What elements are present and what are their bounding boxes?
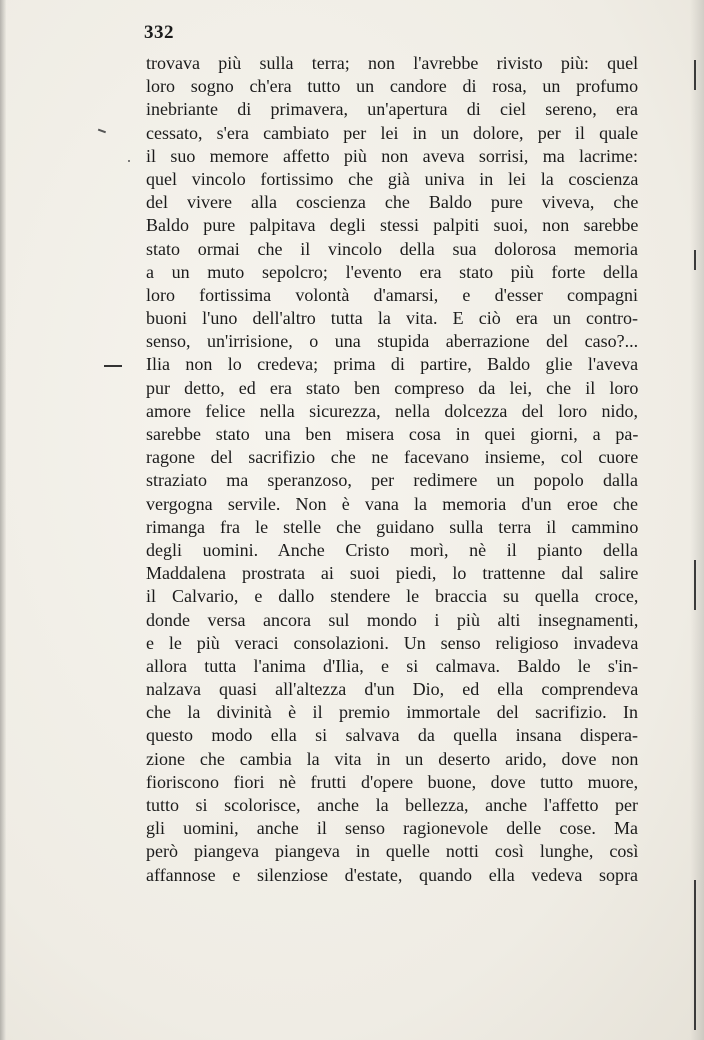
binding-mark: [694, 250, 696, 270]
text-line: zione che cambia la vita in un deserto arido, dove non: [146, 748, 639, 769]
text-line: il Calvario, e dallo stendere le braccia su quella croce,: [146, 586, 639, 607]
text-line: ragone del sacrifizio che ne facevano insieme, col cuore: [146, 447, 639, 468]
binding-mark: [694, 880, 696, 1030]
text-line: questo modo ella si salvava da quella insana dispera-: [146, 725, 638, 746]
text-line: loro sogno ch'era tutto un candore di rosa, un profumo: [146, 76, 639, 97]
text-line: loro fortissima volontà d'amarsi, e d'esser compagni: [146, 284, 638, 305]
text-line: stato ormai che il vincolo della sua dolorosa memoria: [146, 238, 638, 259]
text-line: il suo memore affetto più non aveva sorrisi, ma lacrime:: [146, 145, 638, 166]
text-line: degli uomini. Anche Cristo morì, nè il pianto della: [146, 539, 638, 560]
margin-mark: [98, 129, 106, 133]
binding-mark: [694, 560, 696, 610]
text-line: sarebbe stato una ben misera cosa in quei giorni, a pa-: [146, 424, 639, 444]
text-line: nalzava quasi all'altezza d'un Dio, ed ella comprendeva: [146, 679, 639, 700]
text-line: però piangeva piangeva in quelle notti così lunghe, così: [146, 841, 639, 862]
text-line: allora tutta l'anima d'Ilia, e si calmava. Baldo le s'in-: [146, 655, 639, 676]
text-line: senso, un'irrisione, o una stupida aberrazione del caso?...: [146, 331, 639, 352]
text-line: pur detto, ed era stato ben compreso da lei, che il loro: [146, 377, 639, 398]
text-line: tutto si scolorisce, anche la bellezza, anche l'affetto per: [146, 795, 638, 815]
text-line: inebriante di primavera, un'apertura di ciel sereno, era: [146, 99, 638, 120]
text-line: Maddalena prostrata ai suoi piedi, lo trattenne dal salire: [146, 563, 639, 584]
text-line: gli uomini, anche il senso ragionevole delle cose. Ma: [146, 818, 638, 839]
text-line: e le più veraci consolazioni. Un senso religioso invadeva: [146, 632, 639, 653]
binding-mark: [694, 60, 696, 90]
body-text: [146, 52, 638, 887]
text-line: trovava più sulla terra; non l'avrebbe rivisto più: quel: [146, 53, 639, 73]
text-line: a un muto sepolcro; l'evento era stato più forte della: [146, 261, 638, 282]
text-line: fioriscono fiori nè frutti d'opere buone, dove tutto muore,: [146, 771, 639, 792]
text-line: rimanga fra le stelle che guidano sulla terra il cammino: [146, 516, 639, 537]
margin-dash: [104, 365, 122, 367]
margin-mark: [128, 160, 130, 162]
text-line: che la divinità è il premio immortale del sacrifizio. In: [146, 702, 638, 723]
text-line: Ilia non lo credeva; prima di partire, Baldo glie l'aveva: [146, 354, 639, 375]
page-right-shadow: [690, 0, 704, 1040]
text-line: cessato, s'era cambiato per lei in un dolore, per il quale: [146, 122, 639, 143]
text-line: del vivere alla coscienza che Baldo pure viveva, che: [146, 192, 639, 213]
text-line: donde versa ancora sul mondo i più alti insegnamenti,: [146, 609, 639, 630]
page-number: 332: [144, 22, 174, 43]
text-line: straziato ma speranzoso, per redimere un popolo dalla: [146, 470, 638, 491]
page-left-shadow: [0, 0, 6, 1040]
text-line: vergogna servile. Non è vana la memoria d'un eroe che: [146, 493, 638, 514]
text-line: amore felice nella sicurezza, nella dolcezza del loro nido,: [146, 400, 638, 421]
text-line: quel vincolo fortissimo che già univa in lei la coscienza: [146, 168, 639, 189]
text-line: Baldo pure palpitava degli stessi palpiti suoi, non sarebbe: [146, 215, 639, 236]
text-line: affannose e silenziose d'estate, quando ella vedeva sopra: [146, 864, 638, 885]
text-line: buoni l'uno dell'altro tutta la vita. E ciò era un contro-: [146, 308, 638, 329]
